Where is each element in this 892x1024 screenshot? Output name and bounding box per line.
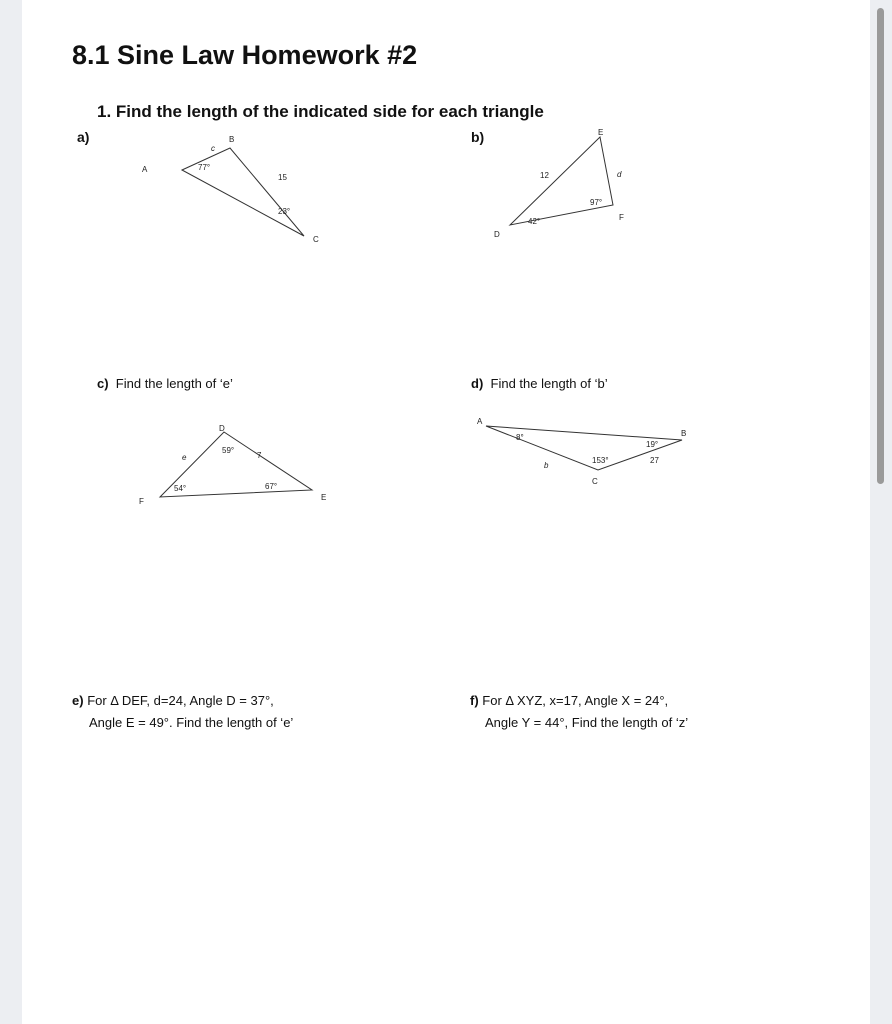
angle-a-77: 77° [198,163,211,172]
part-d-prompt [471,373,608,395]
side-c-7: 7 [257,451,262,460]
vertex-a-A: A [142,165,148,174]
angle-b-97: 97° [590,198,603,207]
vertex-c-D: D [219,424,225,433]
vertex-d-A: A [477,417,483,426]
question-1-heading: 1. Find the length of the indicated side for each triangle [97,102,544,121]
part-e-line1 [72,690,274,712]
side-a-c: c [211,144,215,153]
side-b-d: d [617,170,622,179]
part-a-label: a) [77,129,90,145]
vertex-b-F: F [619,213,624,222]
part-f-line1 [470,690,668,712]
side-d-b: b [544,461,549,470]
vertex-d-B: B [681,429,687,438]
angle-d-153: 153° [592,456,609,465]
vertex-d-C: C [592,477,598,486]
angle-b-42: 42° [528,217,541,226]
part-c-prompt [97,373,233,395]
part-e-label: e) [72,693,84,708]
part-f-text-1: For Δ XYZ, x=17, Angle X = 24°, [482,693,669,708]
vertex-a-C: C [313,235,319,244]
triangle-a [182,148,304,236]
angle-a-23: 23° [278,207,291,216]
vertex-a-B: B [229,135,235,144]
angle-c-54: 54° [174,484,187,493]
triangle-a-figure [132,130,332,250]
vertex-c-E: E [321,493,327,502]
angle-d-8: 8° [516,433,524,442]
vertex-b-E: E [598,128,604,137]
worksheet-page [22,0,870,1024]
triangle-b-figure [462,125,642,250]
angle-c-67: 67° [265,482,278,491]
triangle-c-figure [132,420,342,515]
part-b-label: b) [471,129,485,145]
part-c-text: Find the length of ‘e’ [115,376,233,391]
part-f-label: f) [470,693,479,708]
part-d-text: Find the length of ‘b’ [490,376,608,391]
angle-c-59: 59° [222,446,235,455]
scrollbar[interactable] [877,8,884,484]
page-title: 8.1 Sine Law Homework #2 [72,40,418,70]
part-c-label: c) [97,376,109,391]
side-c-e: e [182,453,187,462]
vertex-c-F: F [139,497,144,506]
part-d-label: d) [471,376,484,391]
side-b-12: 12 [540,171,549,180]
part-f-line2: Angle Y = 44°, Find the length of ‘z’ [485,715,689,730]
part-e-line2: Angle E = 49°. Find the length of ‘e’ [89,715,294,730]
triangle-b [510,137,613,225]
part-e-text-1: For Δ DEF, d=24, Angle D = 37°, [87,693,274,708]
vertex-b-D: D [494,230,500,239]
angle-d-19: 19° [646,440,659,449]
side-a-15: 15 [278,173,287,182]
triangle-d-figure [462,410,692,500]
side-d-27: 27 [650,456,659,465]
